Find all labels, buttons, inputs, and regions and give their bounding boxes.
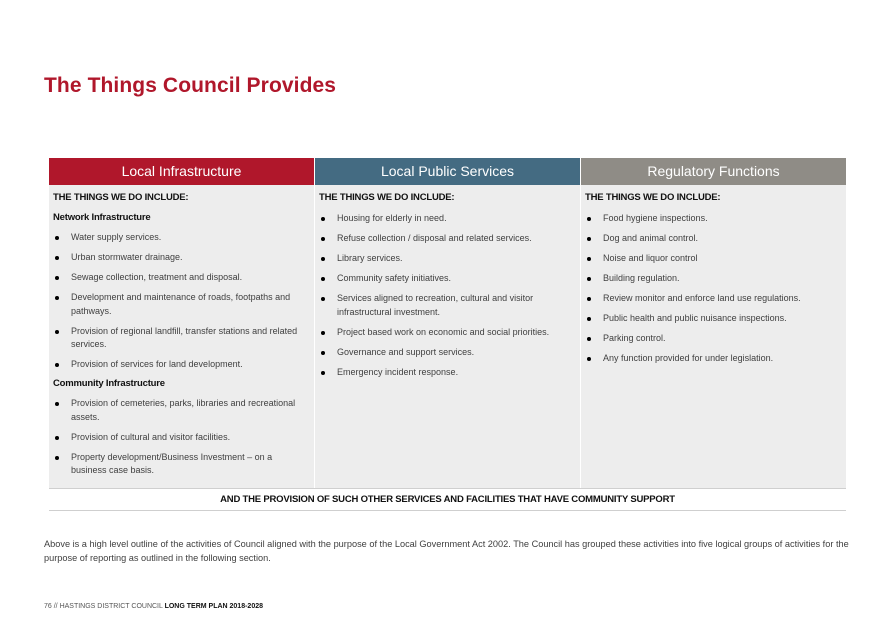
- page-footer-prefix: 76 // HASTINGS DISTRICT COUNCIL: [44, 603, 165, 610]
- list-item: Food hygiene inspections.: [585, 212, 840, 226]
- list-item: Dog and animal control.: [585, 232, 840, 246]
- network-infrastructure-list: [53, 231, 308, 372]
- include-label: THE THINGS WE DO INCLUDE:: [585, 192, 721, 203]
- page-footer-plan: LONG TERM PLAN 2018-2028: [164, 603, 263, 610]
- column-header-local-infrastructure: Local Infrastructure: [49, 158, 314, 185]
- services-table: [49, 158, 846, 488]
- table-footer-note: AND THE PROVISION OF SUCH OTHER SERVICES AND FACILITIES THAT HAVE COMMUNITY SUPPORT: [49, 488, 846, 511]
- list-item: Refuse collection / disposal and related services.: [319, 232, 574, 246]
- list-item: Noise and liquor control: [585, 252, 840, 266]
- list-item: Parking control.: [585, 332, 840, 346]
- local-public-services-list: [319, 212, 574, 379]
- list-item: Sewage collection, treatment and disposal.: [53, 271, 308, 285]
- subheading-community-infrastructure: Community Infrastructure: [53, 378, 165, 389]
- list-item: Provision of cultural and visitor facilities.: [53, 431, 308, 445]
- list-item: Development and maintenance of roads, footpaths and pathways.: [53, 291, 308, 318]
- subheading-network-infrastructure: Network Infrastructure: [53, 212, 151, 223]
- list-item: Water supply services.: [53, 231, 308, 245]
- column-body-local-public-services: [314, 185, 580, 488]
- column-body-local-infrastructure: [49, 185, 314, 488]
- list-item: Provision of regional landfill, transfer stations and related services.: [53, 325, 308, 352]
- list-item: Any function provided for under legislation.: [585, 352, 840, 366]
- list-item: Public health and public nuisance inspections.: [585, 312, 840, 326]
- community-infrastructure-list: [53, 397, 308, 478]
- column-body-regulatory-functions: [580, 185, 846, 488]
- list-item: Provision of services for land development.: [53, 358, 308, 372]
- list-item: Urban stormwater drainage.: [53, 251, 308, 265]
- summary-paragraph: Above is a high level outline of the activities of Council aligned with the purpose of the Local Government Act 2002. The Council has grouped these activities into five logical groups of activities for the purpose of reporting as outlined in the following section.: [44, 539, 849, 563]
- column-header-regulatory-functions: Regulatory Functions: [580, 158, 846, 185]
- list-item: Governance and support services.: [319, 346, 574, 360]
- list-item: Property development/Business Investment – on a business case basis.: [53, 451, 308, 478]
- column-header-local-public-services: Local Public Services: [314, 158, 580, 185]
- list-item: Housing for elderly in need.: [319, 212, 574, 226]
- regulatory-functions-list: [585, 212, 840, 366]
- list-item: Library services.: [319, 252, 574, 266]
- list-item: Review monitor and enforce land use regulations.: [585, 292, 840, 306]
- page-title: The Things Council Provides: [44, 74, 337, 97]
- include-label: THE THINGS WE DO INCLUDE:: [53, 192, 189, 203]
- list-item: Building regulation.: [585, 272, 840, 286]
- include-label: THE THINGS WE DO INCLUDE:: [319, 192, 455, 203]
- page-footer: [44, 603, 263, 610]
- list-item: Project based work on economic and social priorities.: [319, 326, 574, 340]
- list-item: Emergency incident response.: [319, 366, 574, 380]
- list-item: Provision of cemeteries, parks, libraries and recreational assets.: [53, 397, 308, 424]
- list-item: Services aligned to recreation, cultural and visitor infrastructural investment.: [319, 292, 574, 319]
- list-item: Community safety initiatives.: [319, 272, 574, 286]
